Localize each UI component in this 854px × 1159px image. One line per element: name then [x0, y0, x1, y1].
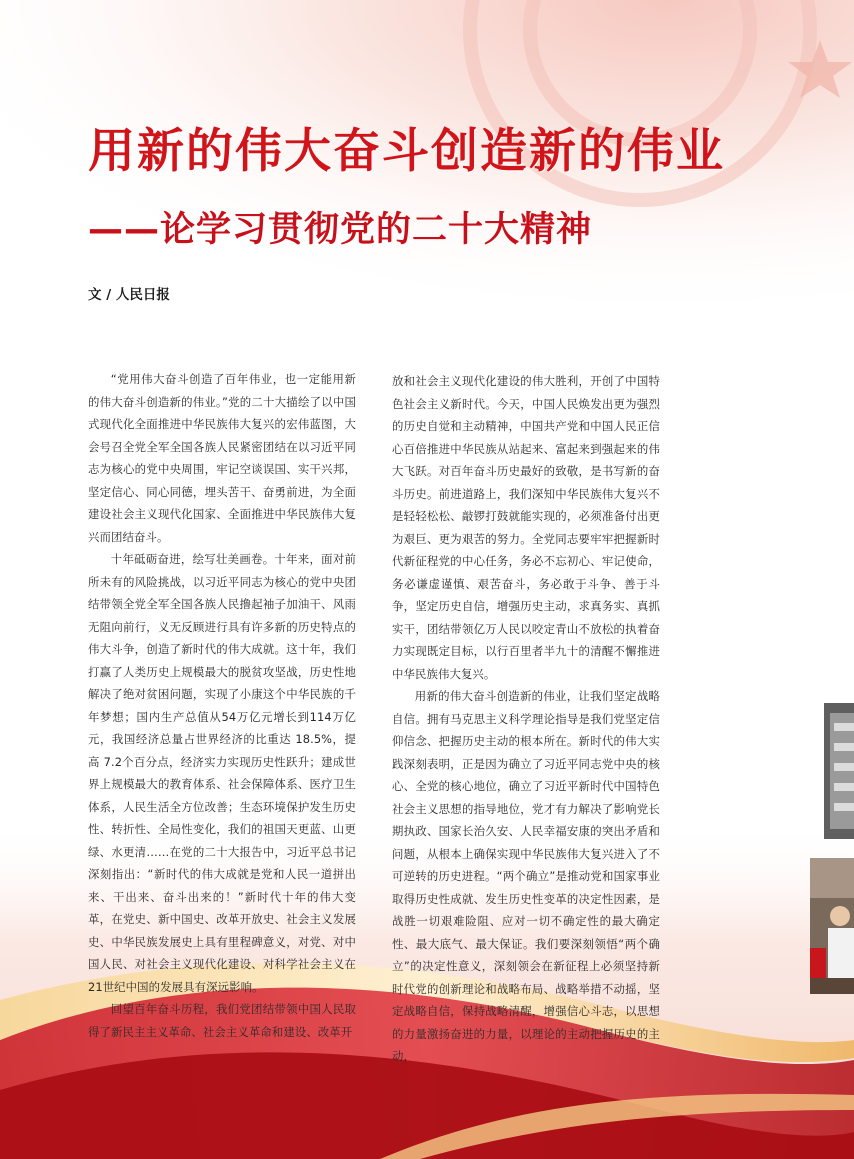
- side-photo-building: [824, 703, 854, 839]
- right-column: [392, 370, 660, 1063]
- article-title: 用新的伟大奋斗创造新的伟业: [88, 124, 725, 179]
- paragraph: 回望百年奋斗历程，我们党团结带领中国人民取得了新民主主义革命、社会主义革命和建设、改革开: [88, 1002, 356, 1039]
- article-subtitle: ——论学习贯彻党的二十大精神: [88, 210, 593, 250]
- paragraph: 用新的伟大奋斗创造新的伟业，让我们坚定战略自信。拥有马克思主义科学理论指导是我们党坚定信仰信念、把握历史主动的根本所在。新时代的伟大实践深刻表明，正是因为确立了习近平同志党中央的核心、全党的核心地位，确立了习近平新时代中国特色社会主义思想的指导地位，党才有力解决了影响党长期执政、国家长治久安、人民幸福安康的突出矛盾和问题，从根本上确保实现中华民族伟大复兴进入了不可逆转的历史进程。“两个确立”是推动党和国家事业取得历史性成就、发生历史性变革的决定性因素，是战胜一切艰难险阻、应对一切不确定性的最大确定性、最大底气、最大保证。我们要深刻领悟“两个确立”的决定性意义，深刻领会在新征程上必须坚持新时代党的创新理论和战略布局、战略举措不动摇，坚定战略自信，保持战略清醒，增强信心斗志，以思想的力量激扬奋进的力量，以理论的主动把握历史的主动，: [392, 689, 660, 1063]
- paragraph: “党用伟大奋斗创造了百年伟业，也一定能用新的伟大奋斗创造新的伟业。”党的二十大描绘了以中国式现代化全面推进中华民族伟大复兴的宏伟蓝图，大会号召全党全军全国各族人民紧密团结在以习近平同志为核心的党中央周围，牢记空谈误国、实干兴邦，坚定信心、同心同德，埋头苦干、奋勇前进，为全面建设社会主义现代化国家、全面推进中华民族伟大复兴而团结奋斗。: [88, 372, 356, 544]
- article-author: 文 / 人民日报: [88, 287, 170, 303]
- paragraph: 十年砥砺奋进，绘写壮美画卷。十年来，面对前所未有的风险挑战，以习近平同志为核心的党中央团结带领全党全军全国各族人民撸起袖子加油干、风雨无阻向前行，义无反顾进行具有许多新的历史特点的伟大斗争，创造了新时代的伟大成就。这十年，我们打赢了人类历史上规模最大的脱贫攻坚战，历史性地解决了绝对贫困问题，实现了小康这个中华民族的千年梦想；国内生产总值从54万亿元增长到114万亿元，我国经济总量占世界经济的比重达 18.5%，提高 7.2个百分点，经济实力实现历史性跃升；建成世界上规模最大的教育体系、社会保障体系、医疗卫生体系，人民生活全方位改善；生态环境保护发生历史性、转折性、全局性变化，我们的祖国天更蓝、山更绿、水更清……在党的二十大报告中，习近平总书记深刻指出：“新时代的伟大成就是党和人民一道拼出来、干出来、奋斗出来的！”新时代十年的伟大变革，在党史、新中国史、改革开放史、社会主义发展史、中华民族发展史上具有里程碑意义，对党、对中国人民、对社会主义现代化建设、对科学社会主义在 21世纪中国的发展具有深远影响。: [88, 552, 356, 994]
- side-photo-people: [810, 858, 854, 994]
- paragraph: 放和社会主义现代化建设的伟大胜利，开创了中国特色社会主义新时代。今天，中国人民焕发出更为强烈的历史自觉和主动精神，中国共产党和中国人民正信心百倍推进中华民族从站起来、富起来到强起来的伟大飞跃。对百年奋斗历史最好的致敬，是书写新的奋斗历史。前进道路上，我们深知中华民族伟大复兴不是轻轻松松、敲锣打鼓就能实现的，必须准备付出更为艰巨、更为艰苦的努力。全党同志要牢牢把握新时代新征程党的中心任务，务必不忘初心、牢记使命，务必谦虚谨慎、艰苦奋斗，务必敢于斗争、善于斗争，坚定历史自信，增强历史主动，求真务实、真抓实干，团结带领亿万人民以咬定青山不放松的执着奋力实现既定目标，以行百里者半九十的清醒不懈推进中华民族伟大复兴。: [392, 374, 660, 681]
- left-column: [88, 368, 356, 1039]
